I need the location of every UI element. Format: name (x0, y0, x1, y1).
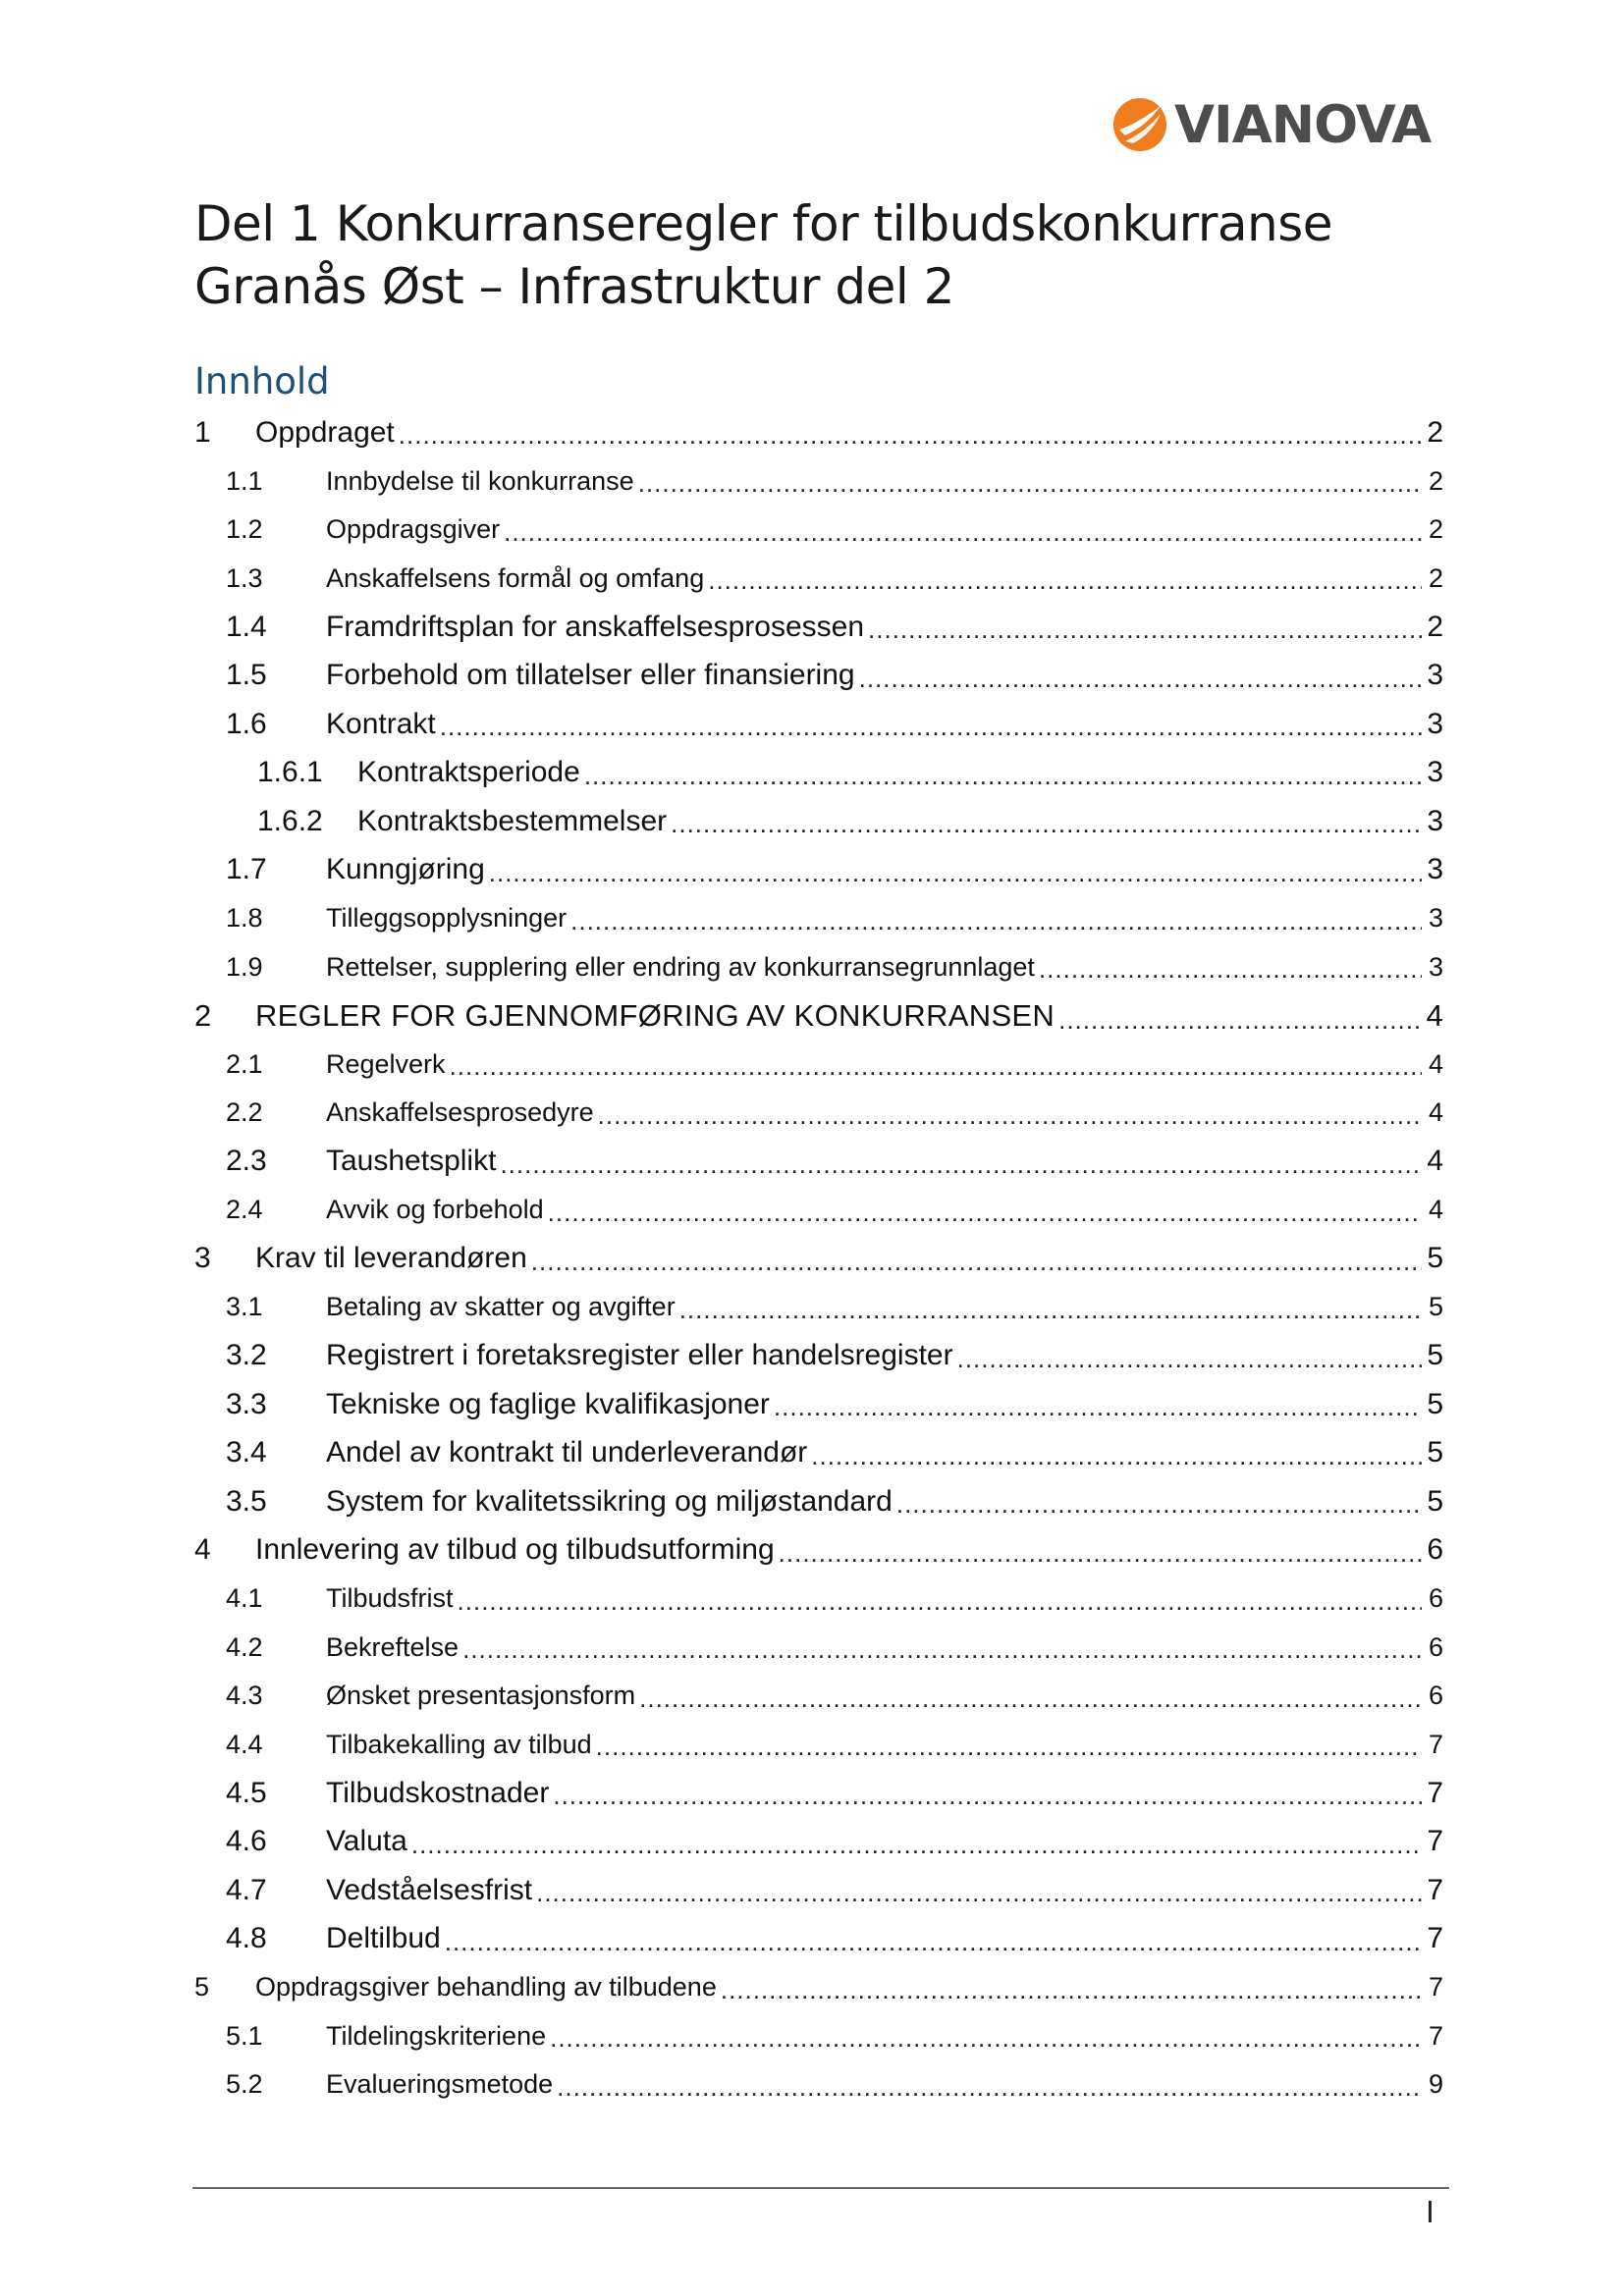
toc-page: 6 (1428, 1583, 1443, 1614)
toc-leader (450, 1051, 1422, 1081)
toc-title: Tildelingskriteriene (326, 2020, 547, 2051)
table-of-contents (194, 408, 1443, 2109)
toc-entry[interactable] (194, 2060, 1443, 2109)
toc-leader (596, 1732, 1422, 1761)
toc-entry[interactable] (194, 555, 1443, 604)
toc-title: Tilbudskostnader (326, 1776, 550, 1809)
toc-leader (679, 1295, 1422, 1324)
toc-leader (584, 759, 1422, 791)
toc-entry[interactable] (194, 1429, 1443, 1478)
toc-title: Kontrakt (326, 707, 436, 740)
toc-entry[interactable] (194, 1915, 1443, 1964)
toc-page: 5 (1427, 1484, 1443, 1518)
toc-number: 4.1 (226, 1583, 263, 1614)
toc-title: Oppdragsgiver (326, 514, 501, 545)
toc-title: Vedståelsesfrist (326, 1873, 533, 1906)
vianova-logo (1111, 94, 1445, 155)
toc-title: Valuta (326, 1825, 407, 1858)
toc-number: 1.6.1 (257, 756, 323, 789)
toc-title: System for kvalitetssikring og miljøstandard (326, 1484, 893, 1518)
toc-title: Betaling av skatter og avgifter (326, 1292, 676, 1322)
logo-wordmark: VIANOVA (1174, 94, 1432, 155)
toc-leader (445, 1925, 1422, 1957)
title-line-1: Del 1 Konkurranseregler for tilbudskonkurranse (194, 195, 1333, 252)
toc-page: 7 (1428, 1729, 1443, 1759)
toc-page: 2 (1427, 415, 1443, 449)
toc-entry[interactable] (194, 1721, 1443, 1770)
toc-entry[interactable] (194, 1866, 1443, 1915)
toc-title: Forbehold om tillatelser eller finansiering (326, 659, 855, 692)
toc-number: 2.4 (226, 1195, 263, 1225)
toc-leader (399, 418, 1422, 451)
toc-title: Rettelser, supplering eller endring av konkurransegrunnlaget (326, 951, 1035, 982)
toc-page: 5 (1427, 1387, 1443, 1420)
toc-entry[interactable] (194, 894, 1443, 943)
toc-leader (458, 1586, 1422, 1616)
toc-entry[interactable] (194, 797, 1443, 846)
toc-leader (500, 1148, 1422, 1180)
toc-title: Oppdragsgiver behandling av tilbudene (255, 1972, 717, 2002)
vianova-logo-mark-icon (1111, 96, 1168, 153)
toc-leader (531, 1245, 1422, 1277)
toc-page: 6 (1428, 1631, 1443, 1662)
toc-leader (708, 565, 1422, 595)
toc-number: 2 (194, 997, 212, 1033)
toc-title: Registrert i foretaksregister eller handelsregister (326, 1339, 953, 1372)
toc-title: REGLER FOR GJENNOMFØRING AV KONKURRANSEN (255, 997, 1056, 1033)
toc-number: 3.5 (226, 1484, 267, 1518)
toc-number: 4.8 (226, 1922, 267, 1955)
toc-page: 4 (1427, 1145, 1443, 1178)
toc-page: 3 (1428, 903, 1443, 934)
toc-page: 6 (1428, 1681, 1443, 1711)
toc-number: 1.5 (226, 659, 267, 692)
toc-leader (557, 2072, 1422, 2102)
toc-number: 1.6.2 (257, 804, 323, 837)
toc-page: 4 (1426, 997, 1443, 1033)
toc-page: 9 (1428, 2069, 1443, 2100)
toc-title: Oppdraget (255, 415, 395, 449)
toc-number: 1.6 (226, 707, 267, 740)
toc-entry[interactable] (194, 1089, 1443, 1138)
toc-entry[interactable] (194, 603, 1443, 652)
title-line-2: Granås Øst – Infrastruktur del 2 (194, 258, 954, 315)
toc-number: 3.2 (226, 1339, 267, 1372)
toc-title: Tekniske og faglige kvalifikasjoner (326, 1387, 770, 1420)
toc-page: 5 (1427, 1339, 1443, 1372)
toc-number: 3.1 (226, 1292, 263, 1322)
toc-number: 2.2 (226, 1097, 263, 1128)
toc-page: 5 (1427, 1242, 1443, 1275)
toc-title: Evalueringsmetode (326, 2069, 554, 2100)
toc-number: 3.4 (226, 1436, 267, 1469)
toc-entry[interactable] (194, 1380, 1443, 1429)
toc-title: Regelverk (326, 1048, 446, 1079)
toc-entry[interactable] (194, 652, 1443, 701)
toc-page: 6 (1427, 1533, 1443, 1567)
toc-number: 2.1 (226, 1048, 263, 1079)
toc-heading: Innhold (194, 360, 330, 402)
toc-page: 3 (1427, 707, 1443, 740)
toc-entry[interactable] (194, 1672, 1443, 1721)
toc-leader (774, 1390, 1422, 1422)
toc-number: 1.7 (226, 853, 267, 886)
toc-page: 7 (1427, 1825, 1443, 1858)
toc-page: 4 (1428, 1097, 1443, 1128)
toc-title: Tilbudsfrist (326, 1583, 454, 1614)
toc-entry[interactable] (194, 749, 1443, 798)
toc-leader (553, 1779, 1422, 1811)
toc-page: 7 (1427, 1873, 1443, 1906)
toc-page: 2 (1428, 562, 1443, 593)
toc-title: Anskaffelsens formål og omfang (326, 562, 705, 593)
toc-page: 5 (1428, 1292, 1443, 1322)
toc-number: 3.3 (226, 1387, 267, 1420)
toc-leader (957, 1342, 1422, 1374)
toc-leader (638, 468, 1422, 498)
toc-number: 4.4 (226, 1729, 263, 1759)
toc-entry[interactable] (194, 2012, 1443, 2061)
toc-number: 1.9 (226, 951, 263, 982)
toc-leader (811, 1439, 1422, 1471)
toc-leader (548, 1198, 1422, 1227)
toc-leader (440, 710, 1422, 742)
toc-title: Bekreftelse (326, 1631, 460, 1662)
toc-leader (598, 1100, 1422, 1130)
toc-page: 7 (1427, 1776, 1443, 1809)
toc-page: 2 (1428, 465, 1443, 496)
toc-page: 7 (1427, 1922, 1443, 1955)
toc-number: 3 (194, 1242, 211, 1275)
toc-title: Avvik og forbehold (326, 1195, 544, 1225)
toc-page: 4 (1428, 1048, 1443, 1079)
toc-leader (859, 662, 1422, 694)
toc-entry[interactable] (194, 991, 1443, 1041)
toc-number: 4.2 (226, 1631, 263, 1662)
toc-title: Krav til leverandøren (255, 1242, 527, 1275)
toc-page: 2 (1427, 610, 1443, 643)
toc-entry[interactable] (194, 1769, 1443, 1818)
toc-leader (868, 613, 1422, 645)
toc-leader (779, 1536, 1422, 1569)
toc-number: 2.3 (226, 1145, 267, 1178)
toc-number: 5.1 (226, 2020, 263, 2051)
toc-entry[interactable] (194, 943, 1443, 992)
toc-entry[interactable] (194, 506, 1443, 555)
toc-number: 1.8 (226, 903, 263, 934)
toc-leader (411, 1828, 1422, 1860)
toc-page: 2 (1428, 514, 1443, 545)
toc-title: Tilleggsopplysninger (326, 903, 568, 934)
toc-number: 1.1 (226, 465, 263, 496)
toc-page: 3 (1427, 853, 1443, 886)
toc-number: 5 (194, 1972, 210, 2002)
toc-page: 3 (1427, 659, 1443, 692)
toc-number: 4.6 (226, 1825, 267, 1858)
toc-entry[interactable] (194, 700, 1443, 749)
toc-leader (1039, 954, 1422, 984)
toc-entry[interactable] (194, 1332, 1443, 1381)
toc-number: 1.3 (226, 562, 263, 593)
toc-number: 1.4 (226, 610, 267, 643)
toc-title: Innlevering av tilbud og tilbudsutforming (255, 1533, 775, 1567)
toc-title: Framdriftsplan for anskaffelsesprosessen (326, 610, 865, 643)
toc-title: Kontraktsbestemmelser (357, 804, 668, 837)
toc-leader (550, 2023, 1422, 2053)
toc-number: 4 (194, 1533, 211, 1567)
toc-entry[interactable] (194, 1186, 1443, 1235)
toc-number: 4.5 (226, 1776, 267, 1809)
toc-entry[interactable] (194, 457, 1443, 507)
toc-number: 4.7 (226, 1873, 267, 1906)
toc-entry[interactable] (194, 1041, 1443, 1090)
toc-entry[interactable] (194, 408, 1443, 457)
toc-page: 7 (1428, 2020, 1443, 2051)
toc-page: 4 (1428, 1195, 1443, 1225)
toc-page: 7 (1428, 1972, 1443, 2002)
page-number: I (1426, 2196, 1435, 2230)
toc-title: Kunngjøring (326, 853, 485, 886)
toc-entry[interactable] (194, 1235, 1443, 1284)
toc-title: Ønsket presentasjonsform (326, 1681, 636, 1711)
toc-leader (462, 1634, 1422, 1664)
toc-leader (721, 1975, 1422, 2004)
toc-number: 4.3 (226, 1681, 263, 1711)
toc-title: Innbydelse til konkurranse (326, 465, 634, 496)
toc-title: Andel av kontrakt til underleverandør (326, 1436, 808, 1469)
toc-page: 3 (1427, 804, 1443, 837)
toc-title: Deltilbud (326, 1922, 441, 1955)
toc-entry[interactable] (194, 1138, 1443, 1187)
toc-entry[interactable] (194, 1526, 1443, 1575)
toc-title: Tilbakekalling av tilbud (326, 1729, 592, 1759)
toc-title: Anskaffelsesprosedyre (326, 1097, 594, 1128)
toc-entry[interactable] (194, 1575, 1443, 1624)
toc-number: 5.2 (226, 2069, 263, 2100)
toc-leader (896, 1487, 1422, 1520)
toc-leader (671, 807, 1422, 839)
toc-leader (504, 517, 1422, 547)
toc-page: 3 (1427, 756, 1443, 789)
toc-page: 5 (1427, 1436, 1443, 1469)
toc-entry[interactable] (194, 1283, 1443, 1332)
toc-title: Kontraktsperiode (357, 756, 580, 789)
toc-entry[interactable] (194, 1963, 1443, 2012)
toc-leader (639, 1683, 1422, 1713)
toc-entry[interactable] (194, 1624, 1443, 1673)
toc-entry[interactable] (194, 1818, 1443, 1867)
footer-divider (192, 2187, 1449, 2189)
document-title (194, 192, 1451, 318)
toc-entry[interactable] (194, 1477, 1443, 1526)
toc-number: 1.2 (226, 514, 263, 545)
toc-leader (536, 1876, 1422, 1908)
toc-page: 3 (1428, 951, 1443, 982)
toc-leader (1058, 1001, 1422, 1035)
toc-title: Taushetsplikt (326, 1145, 497, 1178)
toc-leader (489, 856, 1422, 888)
toc-number: 1 (194, 415, 211, 449)
toc-entry[interactable] (194, 846, 1443, 895)
toc-leader (570, 906, 1422, 935)
